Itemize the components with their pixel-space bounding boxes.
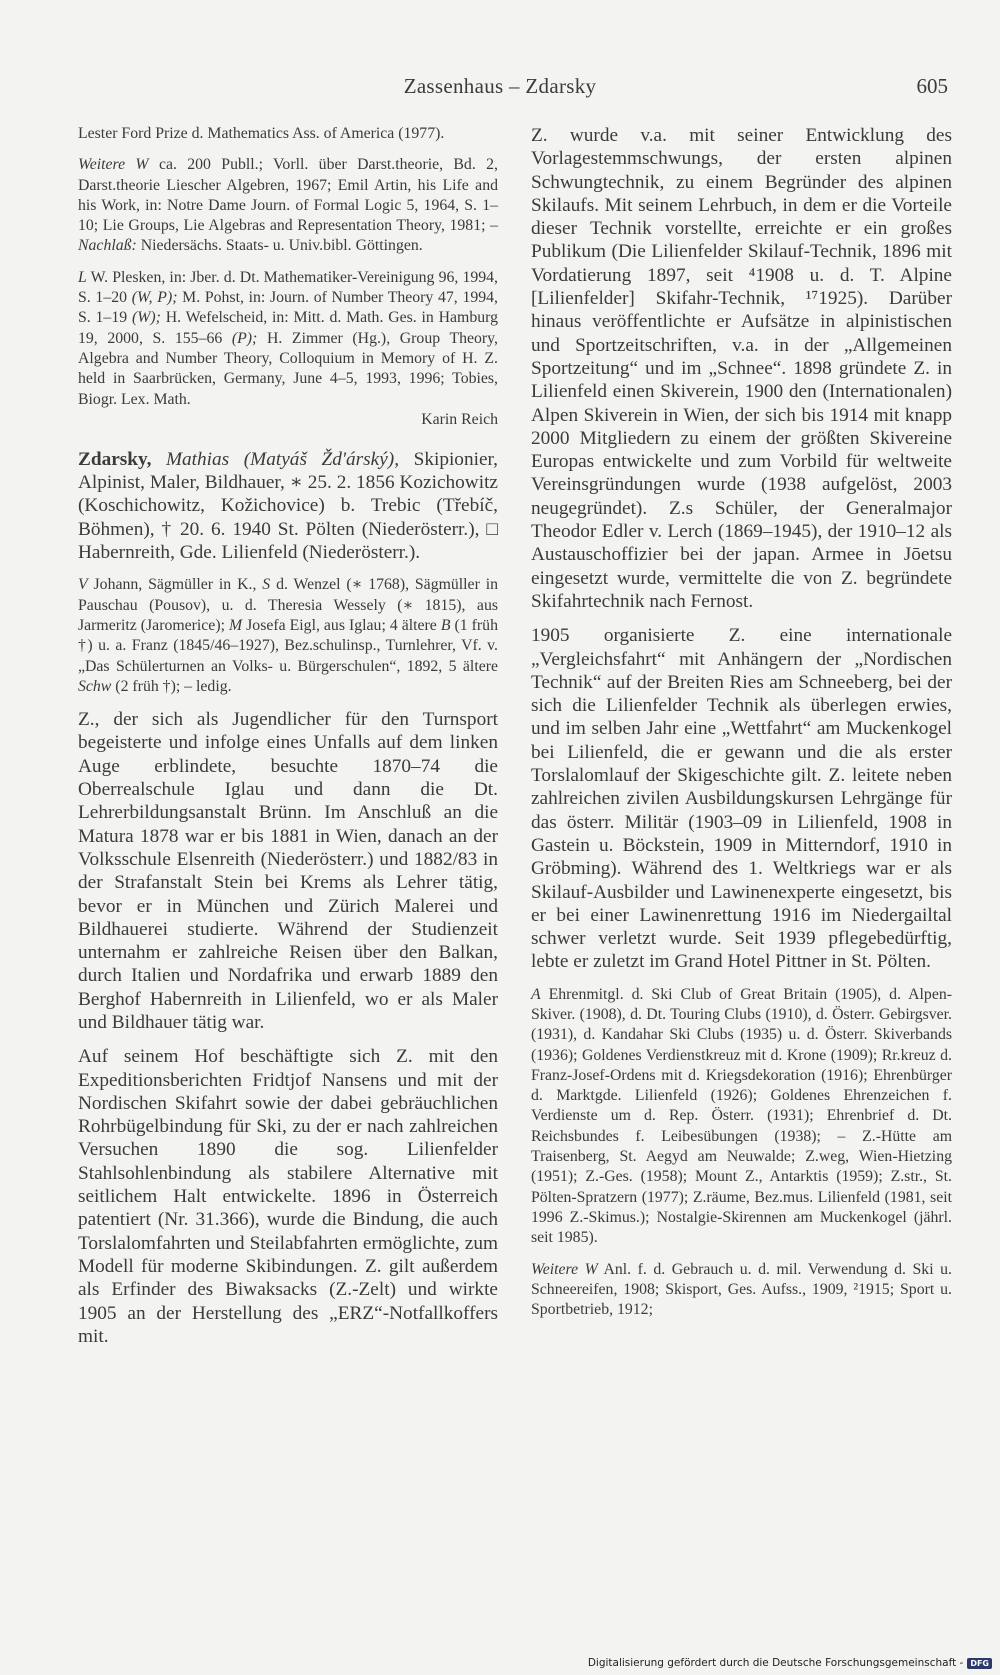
entry-heading (78, 448, 498, 564)
family-label-s: S (262, 576, 271, 594)
author-signature: Karin Reich (421, 410, 498, 428)
header-title: Zassenhaus – Zdarsky (403, 74, 597, 98)
family-label-b: B (440, 616, 451, 634)
biography-paragraph-3: Z. wurde v.a. mit seiner Entwicklung des Vorlagestemmschwungs, der ersten alpinen Schwungtechnik, zu einem Begründer des alpinen Skilaufs. Mit seinem Lehrbuch, in dem er die Vorteile dieser Technik vorstellte, erreichte er ein großes Publikum (Die Lilienfelder Skilauf-Technik, 1896 mit Vordatierung 1897, seit ⁴1908 u. d. T. Alpine [Lilienfelder] Skifahr-Technik, ¹⁷1925). Darüber hinaus veröffentlichte er Aufsätze in alpinistischen und Sportzeitschriften, v.a. in der „Allgemeinen Sportzeitung“ und im „Schnee“. 1898 gründete Z. in Lilienfeld einen Skiverein, 1900 den (Internationalen) Alpen Skiverein in Wien, der sich bis 1914 mit knapp 2000 Mitgliedern zu einem der größten Skivereine Europas entwickelte und zum Vorbild für weltweite Vereinsgründungen wurde (1938 aufgelöst, 2003 neugegründet). Z.s Schüler, der Generalmajor Theodor Edler v. Lerch (1869–1945), der 1910–12 als Austauschoffizier bei der japan. Armee in Jōetsu eingesetzt wurde, vermittelte die von Z. begründete Skifahrtechnik nach Fernost. (531, 125, 952, 612)
right-column (531, 124, 952, 1331)
literature-note-2: (W); (131, 309, 161, 327)
entry-bio-data: Skipionier, Alpinist, Maler, Bildhauer, ∗ 25. 2. 1856 Kozichowitz (Koschichowitz, Kožichovice) b. Trebic (Třebíč, Böhmen), † 20. 6. 1940 St. Pölten (Niederösterr.), □ Habernreith, Gde. Lilienfeld (Niederösterr.). (78, 448, 498, 564)
family-label-schw: Schw (78, 677, 112, 695)
page-number: 605 (916, 74, 948, 98)
family-text-3: Josefa Eigl, aus Iglau; 4 ältere (242, 616, 441, 634)
honors-text: Ehrenmitgl. d. Ski Club of Great Britain (1905), d. Alpen-Skiver. (1908), d. Dt. Touring Clubs (1910), d. Österr. Gebirgsver. (1931), d. Kandahar Ski Clubs (1935) u. d. Österr. Skiverbands (1936); Goldenes Verdienstkreuz mit d. Krone (1909); Rr.kreuz d. Franz-Josef-Ordens mit d. Kriegsdekoration (1916); Ehrenbürger d. Marktgde. Lilienfeld (1926); Goldenes Ehrenzeichen f. Verdienste um d. Rep. Österr. (1931); Ehrenbrief d. Dt. Reichsbundes f. Leibesübungen (1938); – Z.-Hütte am Traisenberg, St. Aegyd am Neuwalde; Z.weg, Wien-Hietzing (1951); Z.-Ges. (1958); Mount Z., Antarktis (1959); Z.str., St. Pölten-Spratzern (1977); Z.räume, Bez.mus. Lilienfeld (1981, seit 1996 Z.-Skimus.); Nostalgie-Skirennen am Muckenkogel (jährl. seit 1985). (531, 985, 952, 1247)
dfg-logo: DFG (967, 1658, 992, 1669)
literature-text-2: M. Pohst, in: Journ. of Number Theory 47, 1994, S. 1–19 (78, 289, 498, 327)
literature-text-4: H. Zimmer (Hg.), Group Theory, Algebra and Number Theory, Colloquium in Memory of H. Z. held in Saarbrücken, Germany, June 4–5, 1993, 1996; Tobies, Biogr. Lex. Math. (78, 329, 498, 408)
literature-note-1: (W, P); (131, 289, 178, 307)
family-text-5: (2 früh †); – ledig. (111, 677, 232, 695)
nachlass-label: Nachlaß: (78, 237, 137, 255)
family-label-m: M (228, 616, 243, 634)
entry-given-name: Mathias (Matyáš Žd'árský), (151, 448, 400, 470)
works-paragraph (78, 155, 498, 256)
literature-text-1: W. Plesken, in: Jber. d. Dt. Mathematiker-Vereinigung 96, 1994, S. 1–20 (78, 268, 498, 307)
honors-label: A (531, 985, 541, 1003)
literature-text-3: H. Wefelscheid, in: Mitt. d. Math. Ges. in Hamburg 19, 2000, S. 155–66 (78, 309, 498, 347)
works-text: ca. 200 Publl.; Vorll. über Darst.theorie, Bd. 2, Darst.theorie Liescher Algebren, 1967; Emil Artin, his Life and his Work, in: Notre Dame Journ. of Formal Logic 5, 1964, S. 1–10; Lie Groups, Lie Algebras and Representation Theory, 1981; – (78, 156, 498, 235)
award-text: Lester Ford Prize d. Mathematics Ass. of America (1977). (78, 125, 445, 142)
footer-text: Digitalisierung gefördert durch die Deutsche Forschungsgemeinschaft - (587, 1657, 964, 1669)
entry-surname: Zdarsky, (78, 448, 152, 470)
family-paragraph (78, 575, 498, 697)
further-works-paragraph (531, 1260, 952, 1321)
literature-label: L (78, 268, 87, 286)
family-text-4: (1 früh †) u. a. Franz (1845/46–1927), Bez.schulinsp., Turnlehrer, Vf. v. „Das Schülerturnen an Volks- u. Bürgerschulen“, 1892, 5 ältere (78, 616, 498, 675)
biography-paragraph-2: Auf seinem Hof beschäftigte sich Z. mit den Expeditionsberichten Fridtjof Nansens und mit der Nordischen Skifahrt sowie der dabei gebräuchlichen Rohrbügelbindung für Ski, zu der er nach zahlreichen Versuchen 1890 die sog. Lilienfelder Stahlsohlenbindung als stabilere Alternative mit seitlichem Halt entwickelte. 1896 in Österreich patentiert (Nr. 31.366), wurde die Bindung, die auch Torslalomfahrten und Steilabfahrten ermöglichte, zum Modell für moderne Skibindungen. Z. gilt außerdem als Erfinder des Biwaksacks (Z.-Zelt) und wirkte 1905 an der Herstellung des „ERZ“-Notfallkoffers mit. (78, 1046, 498, 1347)
biography-paragraph-1: Z., der sich als Jugendlicher für den Turnsport begeisterte und infolge eines Unfalls auf dem linken Auge erblindete, besuchte 1870–74 die Oberrealschule Iglau und dann die Dt. Lehrerbildungsanstalt Brünn. Im Anschluß an die Matura 1878 war er bis 1881 in Wien, danach an der Volksschule Elsenreith (Niederösterr.) und 1882/83 in der Strafanstalt Stein bei Krems als Lehrer tätig, bevor er in München und Zürich Malerei und Bildhauerei studierte. Während der Studienzeit unternahm er zahlreiche Reisen über den Balkan, durch Italien und Nordafrika und erwarb 1889 den Berghof Habernreith in Lilienfeld, wo er als Maler und Bildhauer tätig war. (78, 709, 498, 1033)
biography-paragraph-4: 1905 organisierte Z. eine internationale „Vergleichsfahrt“ mit Anhängern der „Nordischen Technik“ auf der Breiten Ries am Schneeberg, bei der sich die Lilienfelder Technik als überlegen erwies, und im selben Jahr eine „Wettfahrt“ am Muckenkogel bei Lilienfeld, die er gewann und die als erster Torslalomlauf der Skigeschichte gilt. Z. leitete neben zahlreichen zivilen Ausbildungskursen Lehrgänge für das österr. Militär (1903–09 in Lilienfeld, 1908 in Gastein u. Böckstein, 1909 in Mitterndorf, 1910 in Gröbming). Während des 1. Weltkriegs war er als Skilauf-Ausbilder und Lawinenexperte eingesetzt, bis er bei einer Lawinenrettung 1916 im Niedergailtal schwer verletzt wurde. Seit 1939 pflegebedürftig, lebte er zuletzt im Grand Hotel Pittner in St. Pölten. (531, 625, 952, 973)
family-label-v: V (78, 576, 88, 594)
literature-note-3: (P); (231, 329, 258, 347)
left-column (78, 124, 498, 1359)
digitization-footer (588, 1657, 992, 1669)
nachlass-text: Niedersächs. Staats- u. Univ.bibl. Göttingen. (136, 237, 423, 255)
literature-paragraph (78, 268, 498, 410)
works-label: Weitere W (78, 156, 149, 174)
honors-paragraph (531, 985, 952, 1249)
family-text-1: Johann, Sägmüller in K., (87, 576, 263, 594)
further-works-label: Weitere W (531, 1260, 598, 1278)
family-text-2: d. Wenzel (∗ 1768), Sägmüller in Pauschau (Pousov), u. d. Theresia Wessely (∗ 1815), aus Jarmeritz (Jaromerice); (78, 576, 498, 634)
further-works-text: Anl. f. d. Gebrauch u. d. mil. Verwendung d. Ski u. Schneereifen, 1908; Skisport, Ges. Aufss., 1909, ²1915; Sport u. Sportbetrieb, 1912; (531, 1260, 952, 1319)
